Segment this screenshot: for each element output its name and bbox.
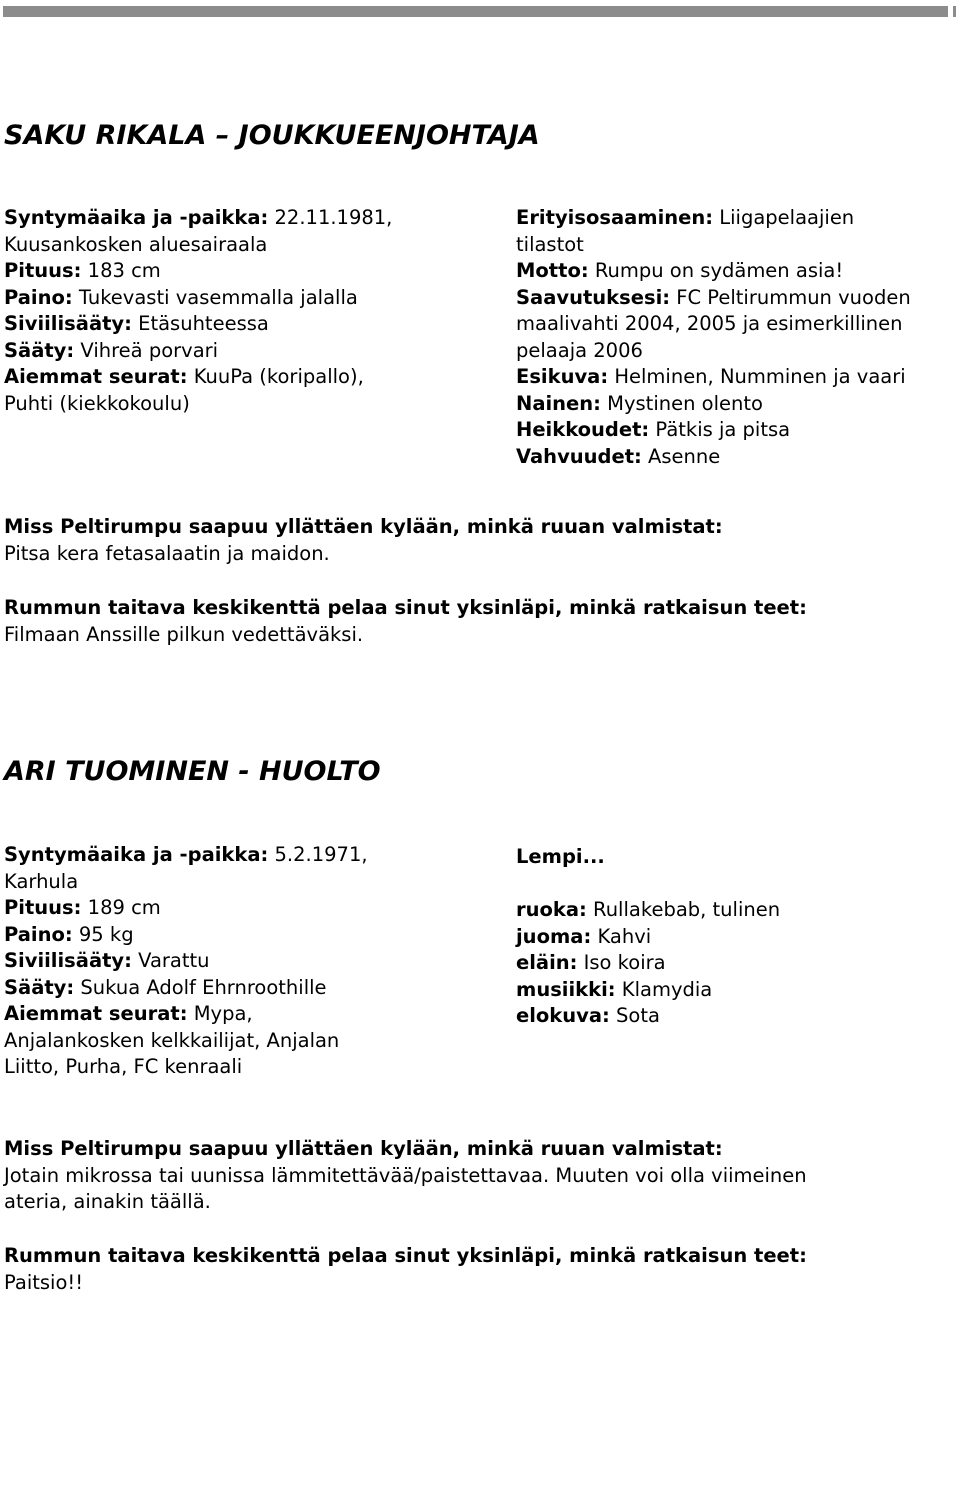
ari-height: Pituus: 189 cm bbox=[4, 896, 161, 919]
ari-birthplace: Karhula bbox=[4, 869, 79, 893]
ari-question-2 bbox=[4, 1243, 807, 1296]
answer-text: Pitsa kera fetasalaatin ja maidon. bbox=[4, 541, 330, 565]
saku-strengths: Vahvuudet: Asenne bbox=[516, 444, 721, 468]
saku-motto: Motto: Rumpu on sydämen asia! bbox=[516, 259, 844, 282]
question-text: Rummun taitava keskikenttä pelaa sinut yksinläpi, minkä ratkaisun teet: bbox=[4, 596, 807, 619]
section-title-ari: ARI TUOMINEN - HUOLTO bbox=[4, 756, 381, 787]
ari-marital: Siviilisääty: Varattu bbox=[4, 949, 210, 972]
section-title-saku: SAKU RIKALA – JOUKKUEENJOHTAJA bbox=[4, 120, 540, 151]
answer-text: Paitsio!! bbox=[4, 1270, 84, 1294]
ari-info-left bbox=[4, 842, 368, 1081]
ari-movie: elokuva: Sota bbox=[516, 1004, 660, 1027]
ari-estate: Sääty: Sukua Adolf Ehrnroothille bbox=[4, 975, 327, 999]
saku-achievements-cont2: pelaaja 2006 bbox=[516, 338, 643, 362]
saku-clubs-cont: Puhti (kiekkokoulu) bbox=[4, 391, 190, 415]
ari-birth: Syntymäaika ja -paikka: 5.2.1971, bbox=[4, 843, 368, 866]
saku-marital: Siviilisääty: Etäsuhteessa bbox=[4, 312, 269, 335]
ari-weight: Paino: 95 kg bbox=[4, 922, 134, 946]
saku-clubs: Aiemmat seurat: KuuPa (koripallo), bbox=[4, 365, 364, 388]
header-bar-gap bbox=[948, 6, 953, 17]
ari-animal: eläin: Iso koira bbox=[516, 951, 666, 974]
saku-weight: Paino: Tukevasti vasemmalla jalalla bbox=[4, 285, 358, 309]
ari-clubs-cont: Anjalankosken kelkkailijat, Anjalan bbox=[4, 1028, 340, 1052]
ari-music: musiikki: Klamydia bbox=[516, 977, 713, 1001]
question-text: Miss Peltirumpu saapuu yllättäen kylään, minkä ruuan valmistat: bbox=[4, 515, 723, 538]
saku-expertise: Erityisosaaminen: Liigapelaajien bbox=[516, 206, 855, 229]
saku-role-model: Esikuva: Helminen, Numminen ja vaari bbox=[516, 365, 906, 388]
saku-question-2 bbox=[4, 595, 807, 648]
saku-weaknesses: Heikkoudet: Pätkis ja pitsa bbox=[516, 418, 791, 441]
question-text: Rummun taitava keskikenttä pelaa sinut yksinläpi, minkä ratkaisun teet: bbox=[4, 1244, 807, 1267]
saku-birth: Syntymäaika ja -paikka: 22.11.1981, bbox=[4, 206, 393, 229]
ari-clubs: Aiemmat seurat: Mypa, bbox=[4, 1002, 253, 1025]
ari-favorites-heading: Lempi... bbox=[516, 845, 605, 868]
saku-info-right bbox=[516, 205, 911, 470]
ari-favorites bbox=[516, 844, 780, 1030]
ari-drink: juoma: Kahvi bbox=[516, 924, 652, 948]
saku-info-left bbox=[4, 205, 392, 417]
ari-food: ruoka: Rullakebab, tulinen bbox=[516, 898, 781, 921]
ari-clubs-cont2: Liitto, Purha, FC kenraali bbox=[4, 1055, 243, 1078]
answer-text: Jotain mikrossa tai uunissa lämmitettävää/paistettavaa. Muuten voi olla viimeinen bbox=[4, 1163, 807, 1187]
spacer bbox=[516, 871, 780, 898]
saku-achievements-cont: maalivahti 2004, 2005 ja esimerkillinen bbox=[516, 312, 903, 335]
saku-estate: Sääty: Vihreä porvari bbox=[4, 338, 219, 362]
header-bar bbox=[3, 6, 956, 17]
answer-text-cont: ateria, ainakin täällä. bbox=[4, 1190, 211, 1213]
saku-birthplace: Kuusankosken aluesairaala bbox=[4, 232, 268, 256]
saku-woman: Nainen: Mystinen olento bbox=[516, 391, 763, 415]
saku-question-1 bbox=[4, 514, 723, 567]
answer-text: Filmaan Anssille pilkun vedettäväksi. bbox=[4, 622, 364, 646]
question-text: Miss Peltirumpu saapuu yllättäen kylään, minkä ruuan valmistat: bbox=[4, 1137, 723, 1160]
saku-achievements: Saavutuksesi: FC Peltirummun vuoden bbox=[516, 285, 911, 309]
saku-height: Pituus: 183 cm bbox=[4, 259, 161, 282]
saku-expertise-cont: tilastot bbox=[516, 232, 584, 256]
ari-question-1 bbox=[4, 1136, 807, 1216]
